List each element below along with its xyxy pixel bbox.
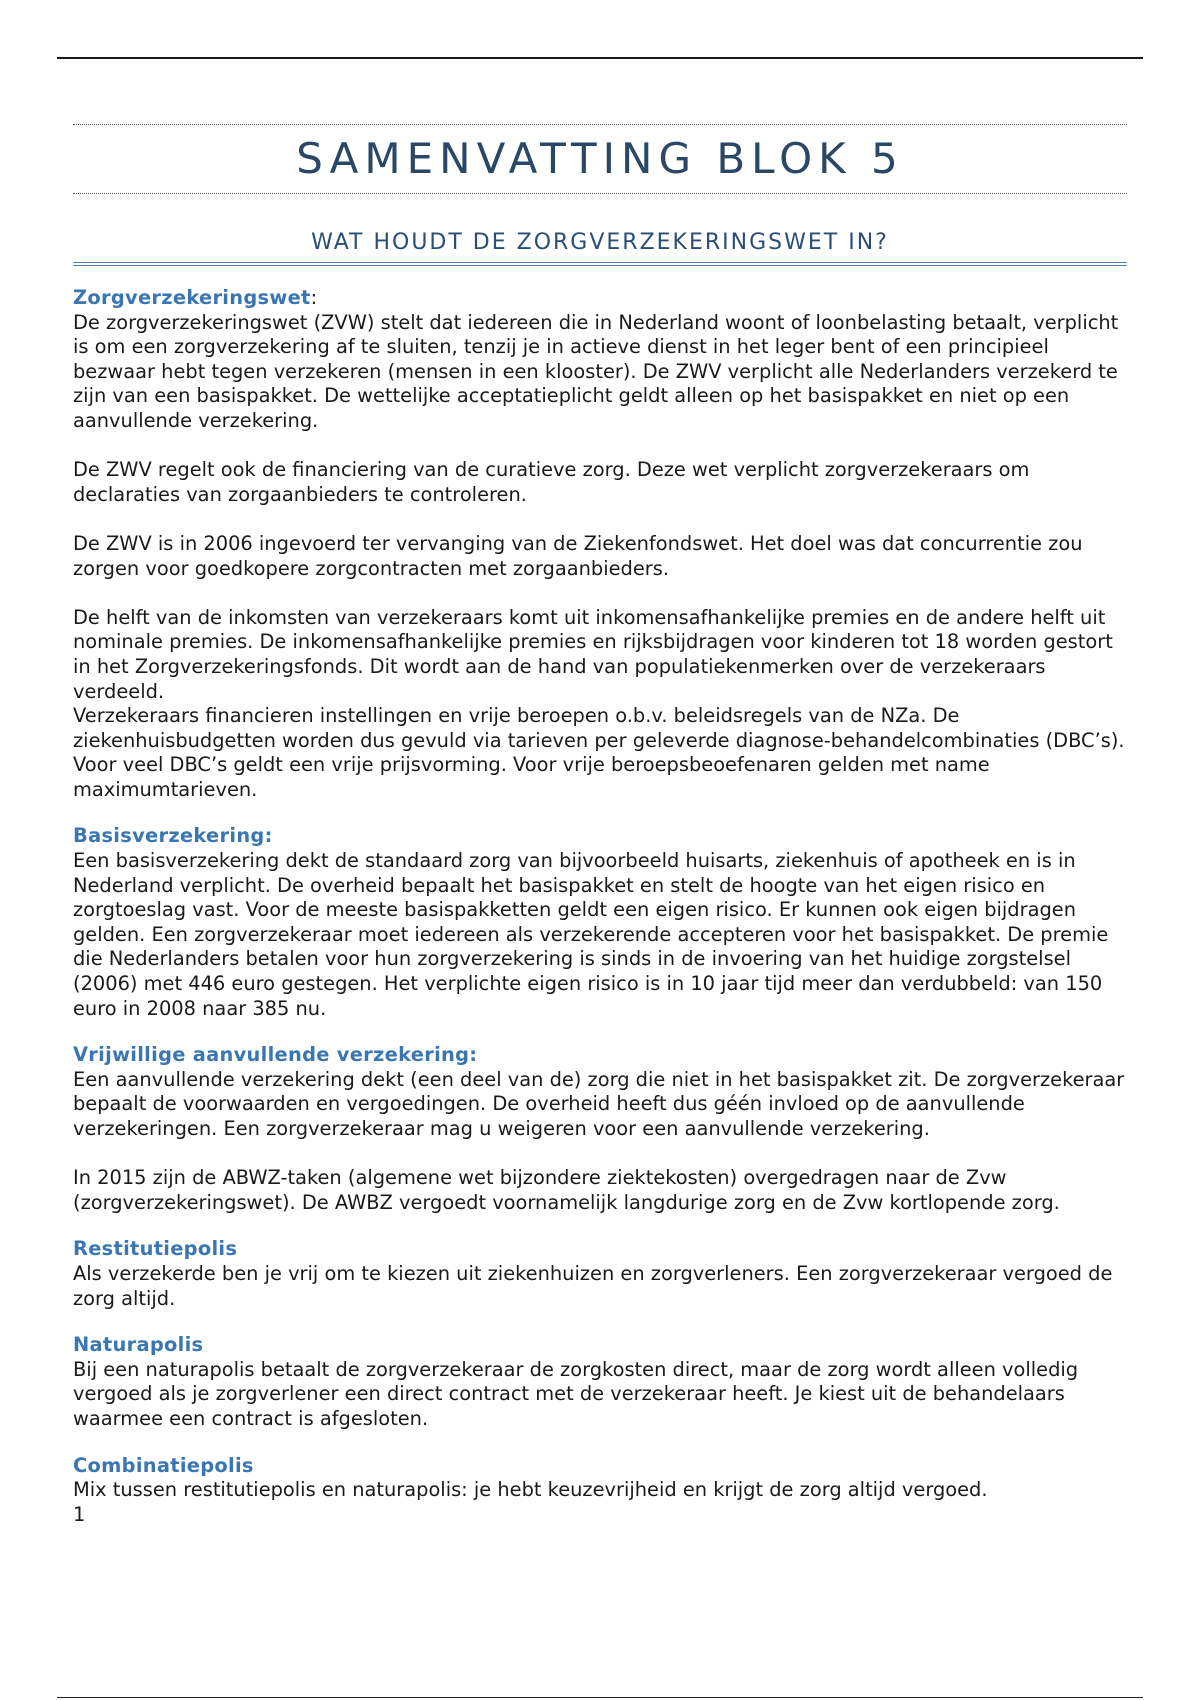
section-heading: WAT HOUDT DE ZORGVERZEKERINGSWET IN? xyxy=(73,228,1127,266)
paragraph-zvw-1: De zorgverzekeringswet (ZVW) stelt dat iedereen die in Nederland woont of loonbelasting betaalt, verplicht is om een zorgverzekering af te sluiten, tenzij je in actieve dienst in het leger bent of een principieel bezwaar hebt tegen verzekeren (mensen in een klooster). De ZWV verplicht alle Nederlanders verzekerd te zijn van een basispakket. De wettelijke acceptatieplicht geldt alleen op het basispakket en niet op een aanvullende verzekering. xyxy=(73,310,1119,432)
document-body xyxy=(73,124,1127,1527)
page-top-rule xyxy=(57,57,1143,59)
paragraph-zvw-2: De ZWV regelt ook de financiering van de curatieve zorg. Deze wet verplicht zorgverzekeraars om declaraties van zorgaanbieders te controleren. xyxy=(73,458,1030,506)
paragraph-restitutie-1: Als verzekerde ben je vrij om te kiezen uit ziekenhuizen en zorgverleners. Een zorgverzekeraar vergoed de zorg altijd. xyxy=(73,1261,1113,1310)
page-bottom-rule xyxy=(57,1697,1143,1698)
paragraph-basis-1: Een basisverzekering dekt de standaard zorg van bijvoorbeeld huisarts, ziekenhuis of apotheek en is in Nederland verplicht. De overheid bepaalt het basispakket en stelt de hoogte van het eigen risico en zorgtoeslag vast. Voor de meeste basispakketten geldt een eigen risico. Er kunnen ook eigen bijdragen gelden. Een zorgverzekeraar moet iedereen als verzekerende accepteren voor het basispakket. De premie die Nederlanders betalen voor hun zorgverzekering is sinds in de invoering van het huidige zorgstelsel (2006) met 446 euro gestegen. Het verplichte eigen risico is in 10 jaar tijd meer dan verdubbeld: van 150 euro in 2008 naar 385 nu. xyxy=(73,849,1109,1020)
paragraph-zvw-4: De helft van de inkomsten van verzekeraars komt uit inkomensafhankelijke premies en de andere helft uit nominale premies. De inkomensafhankelijke premies en rijksbijdragen voor kinderen tot 18 worden gestort in het Zorgverzekeringsfonds. Dit wordt aan de hand van populatiekenmerken over de verzekeraars verdeeld. xyxy=(73,605,1113,703)
heading-restitutiepolis: Restitutiepolis xyxy=(73,1237,238,1261)
heading-naturapolis: Naturapolis xyxy=(73,1333,204,1357)
paragraph-aanvullend-1: Een aanvullende verzekering dekt (een deel van de) zorg die niet in het basispakket zit. De zorgverzekeraar bepaalt de voorwaarden en vergoedingen. De overheid heeft dus géén invloed op de aanvullende verzekeringen. Een zorgverzekeraar mag u weigeren voor een aanvullende verzekering. xyxy=(73,1067,1125,1140)
heading-combinatiepolis: Combinatiepolis xyxy=(73,1453,254,1477)
heading-zorgverzekeringswet: Zorgverzekeringswet: xyxy=(73,286,318,309)
page-number: 1 xyxy=(73,1502,86,1526)
body-text xyxy=(73,286,1127,1527)
document-title: SAMENVATTING BLOK 5 xyxy=(296,134,904,183)
title-block xyxy=(73,124,1127,194)
paragraph-aanvullend-2: In 2015 zijn de ABWZ-taken (algemene wet bijzondere ziektekosten) overgedragen naar de Zvw (zorgverzekeringswet). De AWBZ vergoedt voornamelijk langdurige zorg en de Zvw kortlopende zorg. xyxy=(73,1166,1060,1214)
heading-aanvullende-verzekering: Vrijwillige aanvullende verzekering: xyxy=(73,1043,478,1067)
paragraph-combinatie-1: Mix tussen restitutiepolis en naturapolis: je hebt keuzevrijheid en krijgt de zorg altijd vergoed. xyxy=(73,1478,988,1502)
paragraph-zvw-3: De ZWV is in 2006 ingevoerd ter vervanging van de Ziekenfondswet. Het doel was dat concurrentie zou zorgen voor goedkopere zorgcontracten met zorgaanbieders. xyxy=(73,531,1083,580)
paragraph-zvw-5: Verzekeraars financieren instellingen en vrije beroepen o.b.v. beleidsregels van de NZa. De ziekenhuisbudgetten worden dus gevuld via tarieven per geleverde diagnose-behandelcombinaties (DBC’s). Voor veel DBC’s geldt een vrije prijsvorming. Voor vrije beroepsbeoefenaren gelden met name maximumtarieven. xyxy=(73,704,1125,801)
heading-basisverzekering: Basisverzekering: xyxy=(73,824,273,848)
paragraph-natura-1: Bij een naturapolis betaalt de zorgverzekeraar de zorgkosten direct, maar de zorg wordt alleen volledig vergoed als je zorgverlener een direct contract met de verzekeraar heeft. Je kiest uit de behandelaars waarmee een contract is afgesloten. xyxy=(73,1357,1079,1430)
